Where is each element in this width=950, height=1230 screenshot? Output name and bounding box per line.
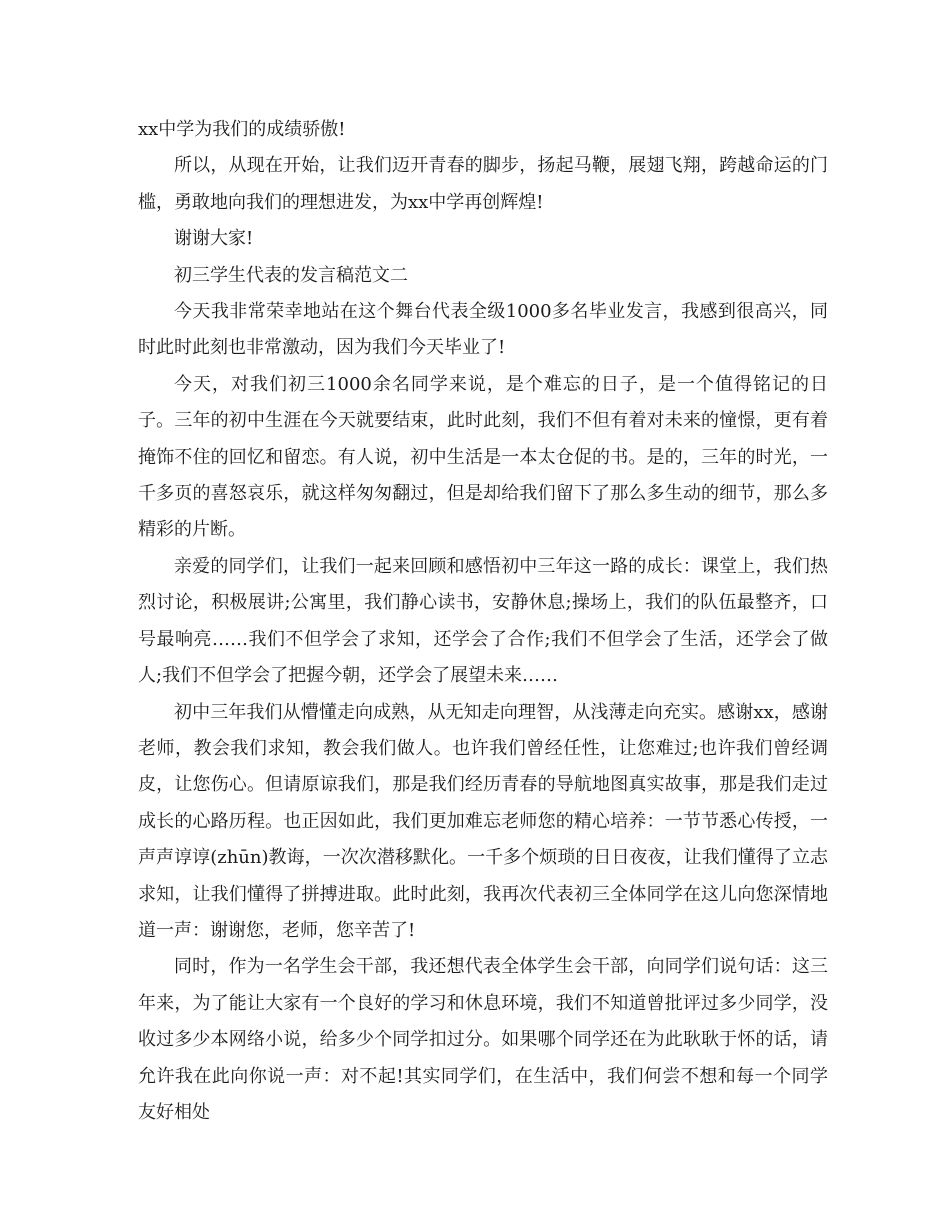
paragraph-1: xx中学为我们的成绩骄傲! <box>138 119 346 140</box>
paragraph-9: 同时，作为一名学生会干部，我还想代表全体学生会干部，向同学们说句话：这三年来，为了能让大家有一个良好的学习和休息环境，我们不知道曾批评过多少同学，没收过多少本网络小说，给多少个同学扣过分。如果哪个同学还在为此耿耿于怀的话，请允许我在此向你说一声：对不起!其实同学们，在生活中，我们何尝不想和每一个同学友好相处 <box>138 956 828 1123</box>
section-heading: 初三学生代表的发言稿范文二 <box>174 264 408 286</box>
paragraph-5: 今天我非常荣幸地站在这个舞台代表全级1000多名毕业发言，我感到很高兴，同时此时此刻也非常激动，因为我们今天毕业了! <box>138 301 828 359</box>
paragraph-2: 所以，从现在开始，让我们迈开青春的脚步，扬起马鞭，展翅飞翔，跨越命运的门槛，勇敢地向我们的理想进发，为xx中学再创辉煌! <box>138 155 828 213</box>
paragraph-7: 亲爱的同学们，让我们一起来回顾和感悟初中三年这一路的成长：课堂上，我们热烈讨论，积极展讲;公寓里，我们静心读书，安静休息;操场上，我们的队伍最整齐，口号最响亮……我们不但学会了求知，还学会了合作;我们不但学会了生活，还学会了做人;我们不但学会了把握今朝，还学会了展望未来…… <box>138 555 828 687</box>
document-body <box>138 112 828 1131</box>
paragraph-6: 今天，对我们初三1000余名同学来说，是个难忘的日子，是一个值得铭记的日子。三年的初中生涯在今天就要结束，此时此刻，我们不但有着对未来的憧憬，更有着掩饰不住的回忆和留恋。有人说，初中生活是一本太仓促的书。是的，三年的时光，一千多页的喜怒哀乐，就这样匆匆翻过，但是却给我们留下了那么多生动的细节，那么多精彩的片断。 <box>138 373 828 541</box>
paragraph-3: 谢谢大家! <box>174 228 254 250</box>
paragraph-8: 初中三年我们从懵懂走向成熟，从无知走向理智，从浅薄走向充实。感谢xx，感谢老师，教会我们求知，教会我们做人。也许我们曾经任性，让您难过;也许我们曾经调皮，让您伤心。但请原谅我们，那是我们经历青春的导航地图真实故事，那是我们走过成长的心路历程。也正因如此，我们更加难忘老师您的精心培养：一节节悉心传授，一声声谆谆(zhūn)教诲，一次次潜移默化。一千多个烦琐的日日夜夜，让我们懂得了立志求知，让我们懂得了拼搏进取。此时此刻，我再次代表初三全体同学在这儿向您深情地道一声：谢谢您，老师，您辛苦了! <box>138 701 828 941</box>
